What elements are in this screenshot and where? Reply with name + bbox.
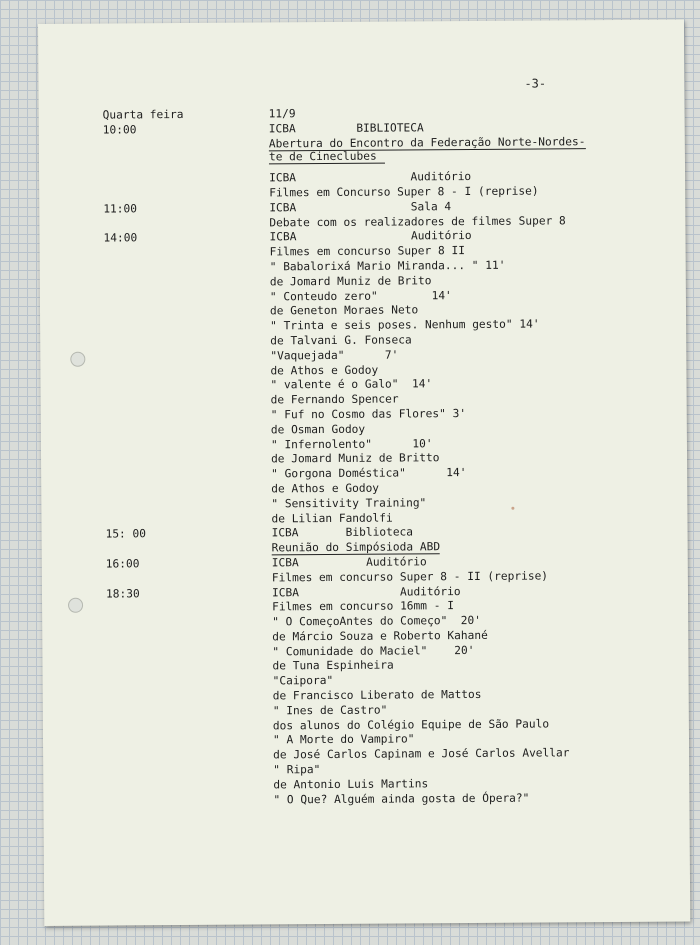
film-director: de Tuna Espinheira bbox=[272, 659, 394, 673]
time-label: 10:00 bbox=[102, 123, 137, 137]
venue-label: ICBA Auditório bbox=[269, 170, 472, 185]
time-label bbox=[104, 305, 270, 321]
film-title: " O ComeçoAntes do Começo" 20' bbox=[272, 614, 482, 629]
time-label: 18:30 bbox=[105, 586, 140, 601]
time-label bbox=[107, 749, 273, 765]
time-label bbox=[103, 151, 269, 167]
page-number: -3- bbox=[524, 76, 547, 91]
punch-hole bbox=[68, 598, 83, 613]
schedule-row bbox=[103, 148, 663, 167]
time-label bbox=[106, 541, 272, 557]
time-label bbox=[104, 320, 270, 336]
time-label bbox=[104, 349, 270, 365]
time-label bbox=[104, 260, 270, 276]
time-label bbox=[105, 497, 271, 513]
film-director: de Jomard Muniz de Brito bbox=[269, 274, 432, 289]
schedule-row bbox=[107, 790, 667, 809]
time-label bbox=[105, 408, 271, 424]
film-title: " O Que? Alguém ainda gosta de Ópera?" bbox=[273, 791, 530, 807]
venue-label: ICBA BIBLIOTECA bbox=[268, 121, 424, 136]
film-director: de Athos e Godoy bbox=[271, 481, 380, 496]
schedule-list bbox=[103, 105, 668, 809]
time-label bbox=[104, 379, 270, 395]
event-text: Filmes em Concurso Super 8 - I (reprise) bbox=[269, 184, 539, 200]
venue-label: ICBA Biblioteca bbox=[271, 525, 414, 540]
time-label: 14:00 bbox=[103, 231, 138, 245]
time-label bbox=[105, 468, 271, 484]
film-director: de José Carlos Capinam e José Carlos Avellar bbox=[273, 746, 570, 762]
time-label bbox=[107, 793, 273, 809]
film-title: " Sensitivity Training" bbox=[271, 496, 427, 511]
time-label bbox=[107, 675, 273, 691]
film-title: " Conteudo zero" 14' bbox=[269, 288, 452, 303]
document-sheet bbox=[38, 19, 690, 925]
time-label bbox=[107, 719, 273, 735]
time-label bbox=[105, 423, 271, 439]
film-title: " Babalorixá Mario Miranda... " 11' bbox=[269, 258, 506, 274]
time-label bbox=[106, 601, 272, 617]
time-label bbox=[107, 689, 273, 705]
time-label bbox=[104, 275, 270, 291]
time-label bbox=[106, 571, 272, 587]
time-label bbox=[107, 734, 273, 750]
venue-label: ICBA Auditório bbox=[271, 584, 461, 599]
film-director: dos alunos do Colégio Equipe de São Paulo bbox=[272, 717, 550, 733]
time-label bbox=[105, 438, 271, 454]
time-label bbox=[103, 172, 269, 188]
film-director: de Osman Godoy bbox=[270, 422, 366, 437]
film-director: de Athos e Godoy bbox=[270, 363, 379, 377]
time-label bbox=[103, 186, 269, 202]
event-title: Reunião do Simpósioda ABD bbox=[271, 540, 441, 555]
film-director: de Antonio Luis Martins bbox=[273, 777, 429, 792]
time-label bbox=[105, 482, 271, 498]
time-label bbox=[104, 334, 270, 350]
time-label: 16:00 bbox=[105, 557, 140, 571]
event-text: Filmes em concurso 16mm - I bbox=[272, 599, 454, 614]
time-label bbox=[107, 778, 273, 794]
film-title: " valente é o Galo" 14' bbox=[270, 377, 433, 392]
film-title: " Gorgona Doméstica" 14' bbox=[271, 466, 467, 481]
time-label bbox=[106, 630, 272, 646]
venue-label: ICBA Sala 4 bbox=[269, 199, 452, 215]
time-label bbox=[105, 512, 271, 528]
event-title: Abertura do Encontro da Federação Norte-Nordes- bbox=[268, 134, 586, 150]
film-title: " Comunidade do Maciel" 20' bbox=[272, 643, 475, 659]
time-label bbox=[105, 394, 271, 410]
film-title: " Fuf no Cosmo das Flores" 3' bbox=[270, 406, 467, 422]
film-title: " Trinta e seis poses. Nenhum gesto" 14' bbox=[270, 317, 540, 333]
time-label bbox=[106, 645, 272, 661]
film-title: " Infernolento" 10' bbox=[270, 436, 433, 451]
film-director: de Márcio Souza e Roberto Kahané bbox=[272, 628, 488, 644]
film-director: de Jomard Muniz de Britto bbox=[270, 451, 440, 466]
film-director: de Talvani G. Fonseca bbox=[270, 333, 412, 348]
time-label bbox=[104, 364, 270, 380]
day-label: Quarta feira bbox=[102, 107, 184, 122]
film-title: " Ines de Castro" bbox=[272, 703, 388, 718]
time-label: 11:00 bbox=[103, 202, 138, 216]
film-title: "Caipora" bbox=[272, 674, 334, 688]
event-text: Debate com os realizadores de filmes Super 8 bbox=[269, 213, 566, 229]
film-director: de Geneton Moraes Neto bbox=[269, 303, 419, 318]
film-director: de Francisco Liberato de Mattos bbox=[272, 687, 482, 703]
event-title: te de Cineclubes bbox=[269, 150, 385, 165]
film-director: de Fernando Spencer bbox=[270, 392, 399, 407]
venue-label: ICBA Auditório bbox=[269, 229, 472, 244]
date-label: 11/9 bbox=[268, 107, 296, 121]
film-director: de Lilian Fandolfi bbox=[271, 511, 393, 525]
time-label bbox=[107, 763, 273, 779]
event-text: Filmes em concurso Super 8 II bbox=[269, 244, 465, 259]
film-title: " Ripa" bbox=[273, 763, 321, 777]
event-text: Filmes em concurso Super 8 - II (reprise) bbox=[271, 569, 549, 585]
time-label bbox=[103, 216, 269, 232]
time-label bbox=[106, 660, 272, 676]
venue-label: ICBA Auditório bbox=[271, 555, 427, 570]
time-label bbox=[105, 453, 271, 469]
punch-hole bbox=[70, 352, 85, 367]
time-label: 15: 00 bbox=[105, 527, 147, 541]
film-title: "Vaquejada" 7' bbox=[270, 348, 399, 363]
time-label bbox=[107, 704, 273, 720]
film-title: " A Morte do Vampiro" bbox=[272, 732, 415, 747]
time-label bbox=[106, 615, 272, 631]
time-label bbox=[104, 246, 270, 262]
time-label bbox=[104, 290, 270, 306]
